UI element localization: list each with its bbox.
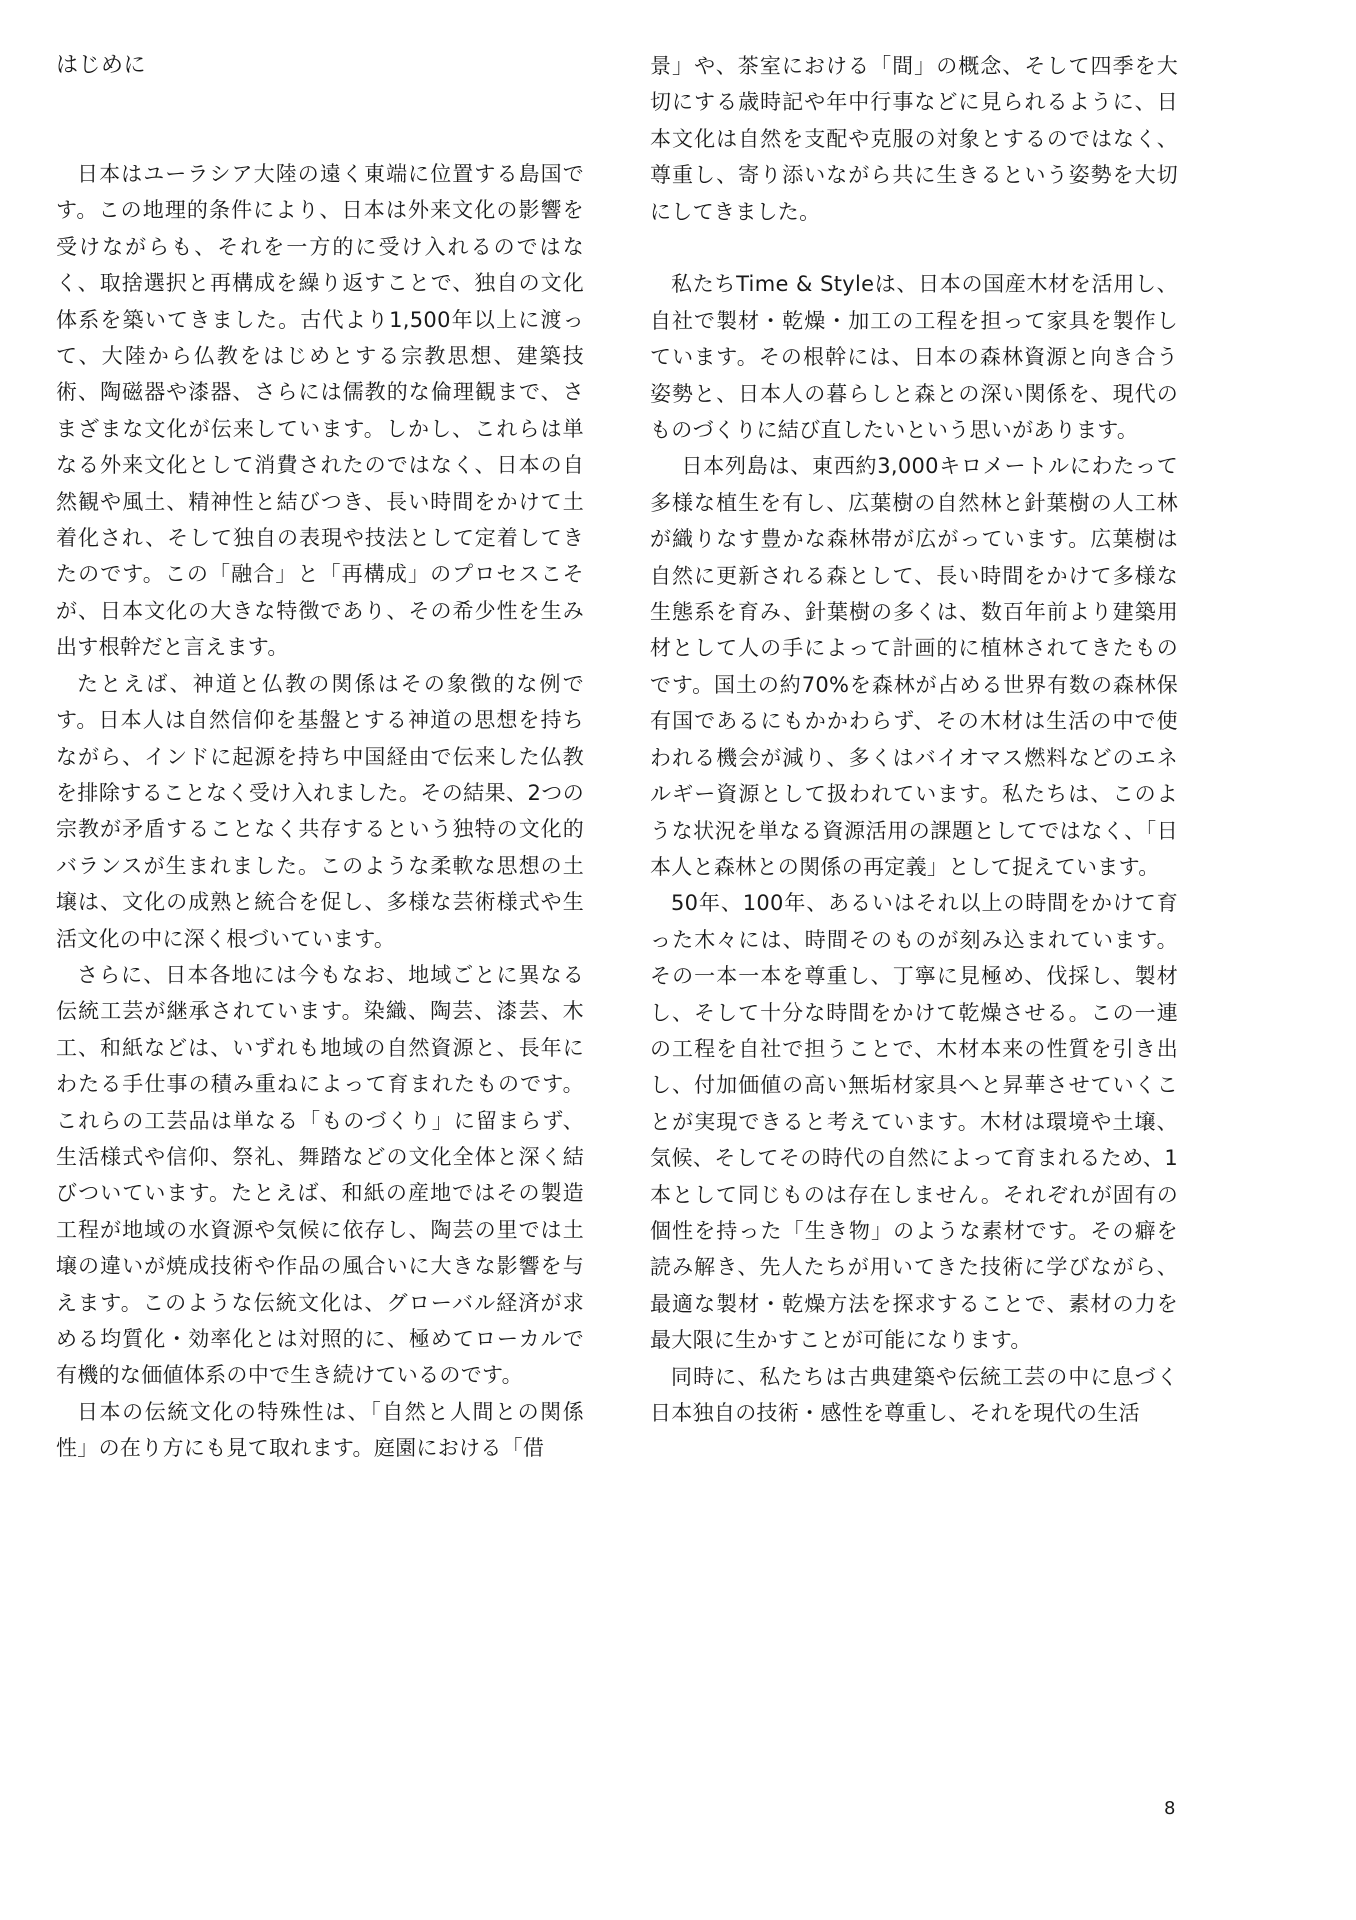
section-heading: はじめに — [56, 53, 147, 78]
paragraph: さらに、日本各地には今もなお、地域ごとに異なる伝統工芸が継承されています。染織、陶芸、漆芸、木工、和紙などは、いずれも地域の自然資源と、長年にわたる手仕事の積み重ねによって育まれたものです。これらの工芸品は単なる「ものづくり」に留まらず、生活様式や信仰、祭礼、舞踏などの文化全体と深く結びついています。たとえば、和紙の産地ではその製造工程が地域の水資源や気候に依存し、陶芸の里では土壌の違いが焼成技術や作品の風合いに大きな影響を与えます。このような伝統文化は、グローバル経済が求める均質化・効率化とは対照的に、極めてローカルで有機的な価値体系の中で生き続けているのです。 — [56, 962, 584, 1388]
left-column — [56, 156, 584, 1467]
paragraph: 私たちTime & Styleは、日本の国産木材を活用し、自社で製材・乾燥・加工の工程を担って家具を製作しています。その根幹には、日本の森林資源と向き合う姿勢と、日本人の暮らしと森との深い関係を、現代のものづくりに結び直したいという思いがあります。 — [650, 272, 1178, 443]
paragraph: 同時に、私たちは古典建築や伝統工芸の中に息づく日本独自の技術・感性を尊重し、それを現代の生活 — [650, 1364, 1178, 1426]
right-column — [650, 48, 1178, 1431]
paragraph: 日本の伝統文化の特殊性は、「自然と人間との関係性」の在り方にも見て取れます。庭園における「借 — [56, 1399, 584, 1461]
paragraph: 日本はユーラシア大陸の遠く東端に位置する島国です。この地理的条件により、日本は外来文化の影響を受けながらも、それを一方的に受け入れるのではなく、取捨選択と再構成を繰り返すことで、独自の文化体系を築いてきました。古代より1,500年以上に渡って、大陸から仏教をはじめとする宗教思想、建築技術、陶磁器や漆器、さらには儒教的な倫理観まで、さまざまな文化が伝来しています。しかし、これらは単なる外来文化として消費されたのではなく、日本の自然観や風土、精神性と結びつき、長い時間をかけて土着化され、そして独自の表現や技法として定着してきたのです。この「融合」と「再構成」のプロセスこそが、日本文化の大きな特徴であり、その希少性を生み出す根幹だと言えます。 — [56, 162, 584, 660]
paragraph: たとえば、神道と仏教の関係はその象徴的な例です。日本人は自然信仰を基盤とする神道の思想を持ちながら、インドに起源を持ち中国経由で伝来した仏教を排除することなく受け入れました。その結果、2つの宗教が矛盾することなく共存するという独特の文化的バランスが生まれました。このような柔軟な思想の土壌は、文化の成熟と統合を促し、多様な芸術様式や生活文化の中に深く根づいています。 — [56, 671, 584, 951]
page-number: 8 — [1164, 1798, 1176, 1819]
paragraph: 50年、100年、あるいはそれ以上の時間をかけて育った木々には、時間そのものが刻み込まれています。その一本一本を尊重し、丁寧に見極め、伐採し、製材し、そして十分な時間をかけて乾燥させる。この一連の工程を自社で担うことで、木材本来の性質を引き出し、付加価値の高い無垢材家具へと昇華させていくことが実現できると考えています。木材は環境や土壌、気候、そしてその時代の自然によって育まれるため、1本として同じものは存在しません。それぞれが固有の個性を持った「生き物」のような素材です。その癖を読み解き、先人たちが用いてきた技術に学びながら、最適な製材・乾燥方法を探求することで、素材の力を最大限に生かすことが可能になります。 — [650, 891, 1178, 1353]
paragraph: 日本列島は、東西約3,000キロメートルにわたって多様な植生を有し、広葉樹の自然林と針葉樹の人工林が織りなす豊かな森林帯が広がっています。広葉樹は自然に更新される森として、長い時間をかけて多様な生態系を育み、針葉樹の多くは、数百年前より建築用材として人の手によって計画的に植林されてきたものです。国土の約70%を森林が占める世界有数の森林保有国であるにもかかわらず、その木材は生活の中で使われる機会が減り、多くはバイオマス燃料などのエネルギー資源として扱われています。私たちは、このような状況を単なる資源活用の課題としてではなく、「日本人と森林との関係の再定義」として捉えています。 — [650, 454, 1178, 879]
paragraph: 景」や、茶室における「間」の概念、そして四季を大切にする歳時記や年中行事などに見られるように、日本文化は自然を支配や克服の対象とするのではなく、尊重し、寄り添いながら共に生きるという姿勢を大切にしてきました。 — [650, 54, 1178, 224]
